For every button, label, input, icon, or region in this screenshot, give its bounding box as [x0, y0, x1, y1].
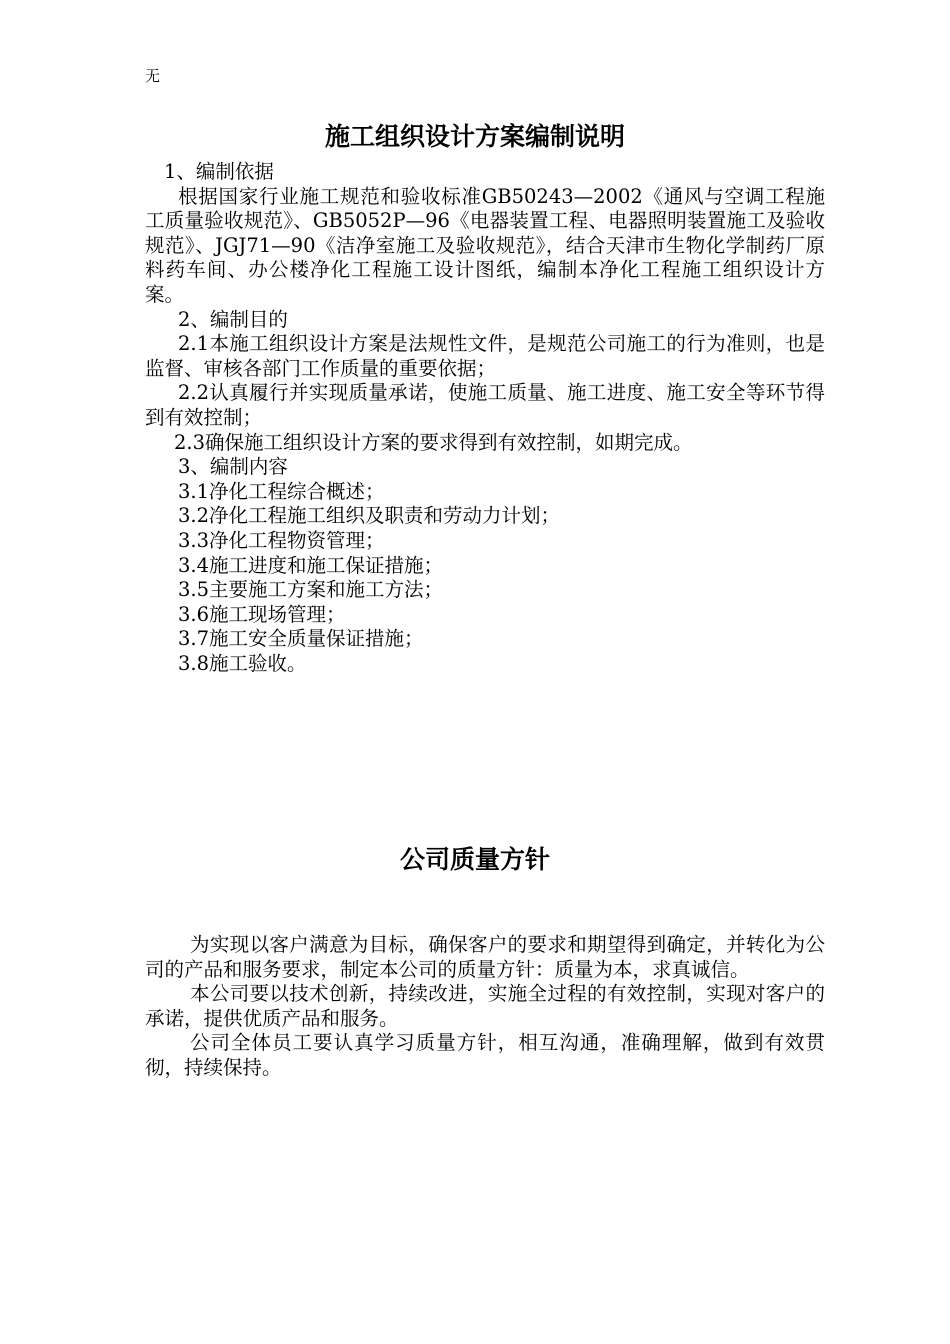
header-mark: 无	[145, 67, 161, 85]
section-title-quality-policy: 公司质量方针	[399, 845, 550, 874]
paragraph-policy-2: 本公司要以技术创新，持续改进，实施全过程的有效控制，实现对客户的承诺，提供优质产品和服务。	[145, 982, 825, 1030]
heading-purpose: 2、编制目的	[178, 307, 288, 331]
paragraph-purpose-2-1: 2.1本施工组织设计方案是法规性文件，是规范公司施工的行为准则，也是监督、审核各部门工作质量的重要依据；	[145, 332, 825, 380]
list-item: 3.8施工验收。	[178, 651, 307, 675]
paragraph-purpose-2-2: 2.2认真履行并实现质量承诺，使施工质量、施工进度、施工安全等环节得到有效控制；	[145, 381, 825, 429]
heading-basis: 1、编制依据	[164, 160, 274, 183]
section-compilation-notes	[145, 160, 825, 676]
paragraph-basis: 根据国家行业施工规范和验收标准GB50243—2002《通风与空调工程施工质量验收规范》、GB5052P—96《电器装置工程、电器照明装置施工及验收规范》、JGJ71—90《洁净室施工及验收规范》，结合天津市生物化学制药厂原料药车间、办公楼净化工程施工设计图纸，编制本净化工程施工组织设计方案。	[145, 184, 825, 306]
paragraph-policy-3: 公司全体员工要认真学习质量方针，相互沟通，准确理解，做到有效贯彻，持续保持。	[145, 1031, 825, 1079]
list-item: 3.5主要施工方案和施工方法；	[178, 578, 444, 602]
paragraph-policy-1: 为实现以客户满意为目标，确保客户的要求和期望得到确定，并转化为公司的产品和服务要求，制定本公司的质量方针：质量为本，求真诚信。	[145, 933, 825, 981]
list-item: 3.1净化工程综合概述；	[178, 479, 385, 503]
list-item: 3.2净化工程施工组织及职责和劳动力计划；	[178, 504, 561, 528]
list-item: 3.3净化工程物资管理；	[178, 528, 385, 552]
section-quality-policy	[145, 933, 825, 1081]
list-item: 3.6施工现场管理；	[178, 602, 346, 626]
paragraph-purpose-2-3: 2.3确保施工组织设计方案的要求得到有效控制，如期完成。	[174, 430, 693, 454]
heading-contents: 3、编制内容	[178, 455, 288, 479]
list-item: 3.7施工安全质量保证措施；	[178, 627, 424, 651]
page-title: 施工组织设计方案编制说明	[324, 122, 625, 151]
list-item: 3.4施工进度和施工保证措施；	[178, 553, 444, 577]
